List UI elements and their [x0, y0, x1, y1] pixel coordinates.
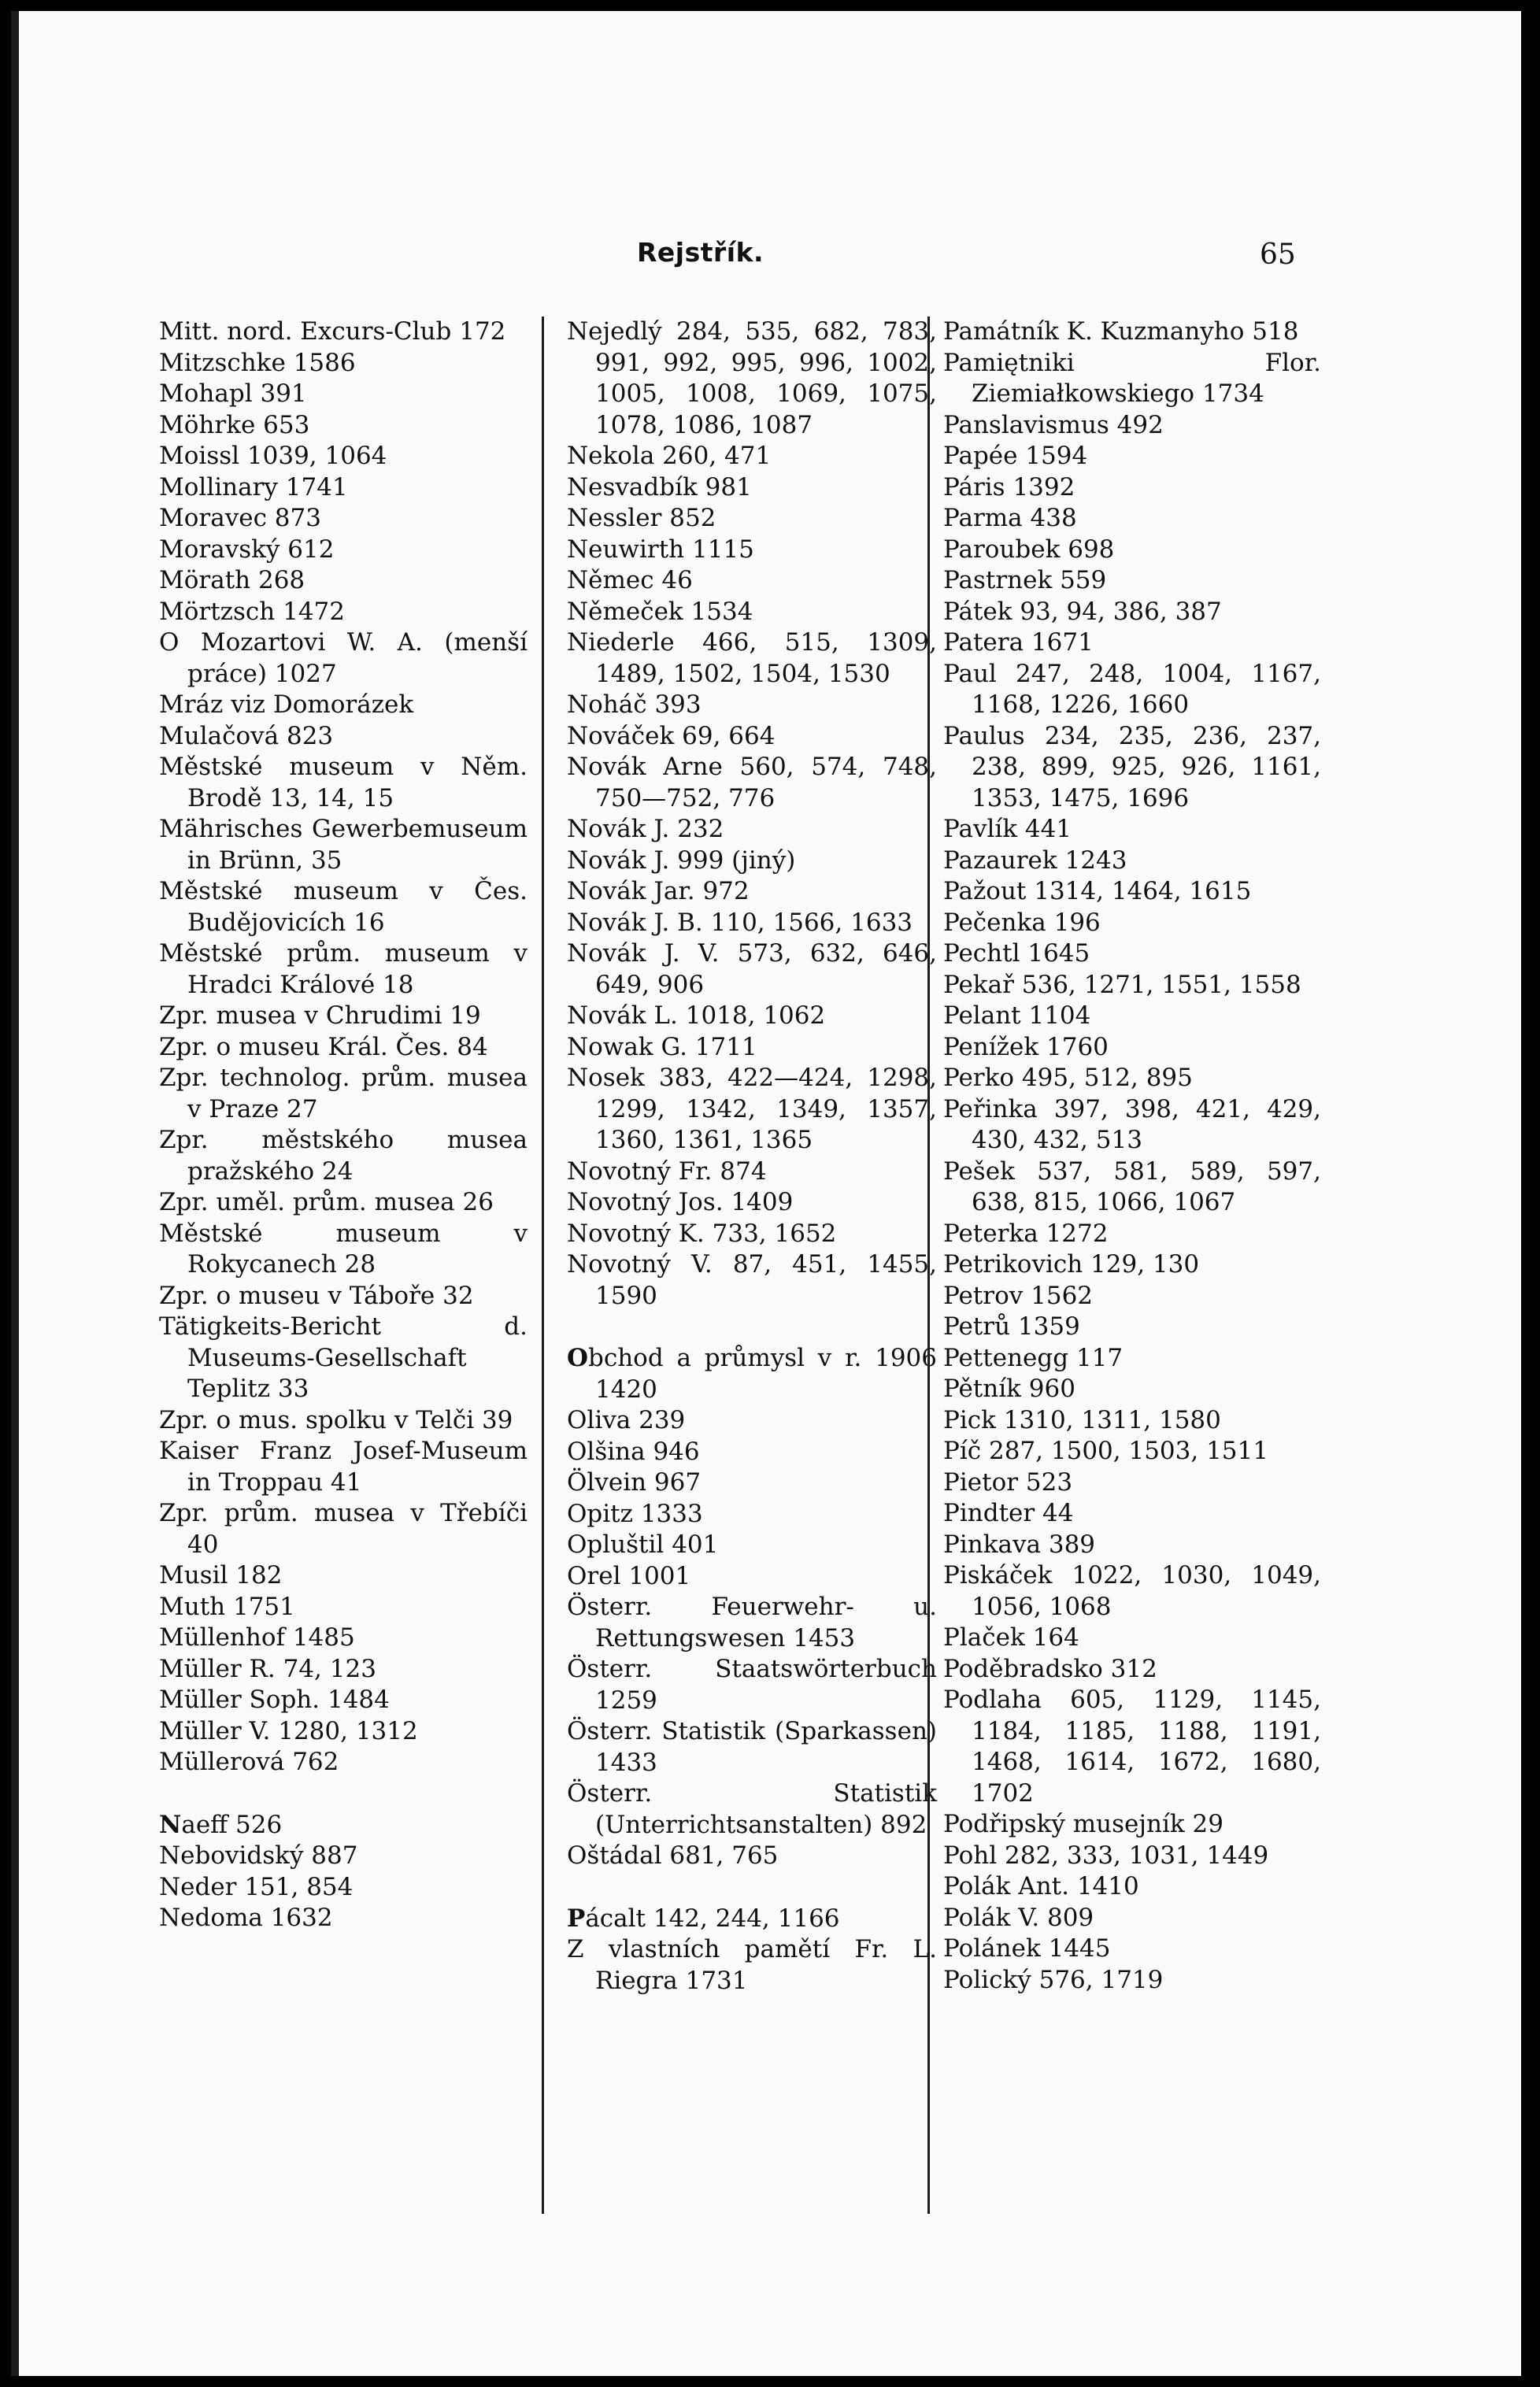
index-entry: Österr. Statistik (Unterrichtsanstalten) 892 — [567, 1779, 937, 1839]
index-entry: Peterka 1272 — [943, 1219, 1109, 1248]
index-entry: Pettenegg 117 — [943, 1343, 1124, 1372]
index-entry: Nedoma 1632 — [159, 1904, 333, 1932]
index-entry: Nowak G. 1711 — [567, 1032, 757, 1061]
index-entry: Nebovidský 887 — [159, 1841, 358, 1870]
index-entry: Muth 1751 — [159, 1592, 295, 1621]
index-entry: Müllerová 762 — [159, 1748, 339, 1776]
index-entry: Nejedlý 284, 535, 682, 783, 991, 992, 995, 996, 1002, 1005, 1008, 1069, 1075, 1078, 1086, 1087 — [567, 317, 937, 439]
index-entry: Nováček 69, 664 — [567, 721, 776, 750]
index-entry: Mráz viz Domorázek — [159, 690, 414, 719]
index-entry: Möhrke 653 — [159, 410, 310, 439]
index-entry: Neder 151, 854 — [159, 1872, 354, 1901]
index-entry: Zpr. o museu Král. Čes. 84 — [159, 1032, 488, 1061]
index-entry: Novák J. 232 — [567, 815, 724, 843]
index-entry: Patera 1671 — [943, 628, 1094, 657]
index-entry: Ölvein 967 — [567, 1468, 702, 1497]
index-entry: Tätigkeits-Bericht d. Museums-Gesellschaft Teplitz 33 — [159, 1312, 528, 1403]
index-entry: Paroubek 698 — [943, 535, 1115, 564]
index-entry: Novák Jar. 972 — [567, 877, 750, 905]
index-entry: Nessler 852 — [567, 504, 716, 532]
index-entry: Musil 182 — [159, 1561, 283, 1589]
index-group-o — [567, 1343, 937, 1872]
index-entry: Österr. Statistik (Sparkassen) 1433 — [567, 1717, 937, 1777]
index-entry: Opitz 1333 — [567, 1499, 703, 1528]
index-entry: Zpr. uměl. prům. musea 26 — [159, 1188, 494, 1216]
index-entry: Pavlík 441 — [943, 815, 1072, 843]
index-entry: Pindter 44 — [943, 1499, 1074, 1527]
index-entry: Opluštil 401 — [567, 1530, 719, 1559]
index-entry: Pietor 523 — [943, 1467, 1073, 1497]
index-entry: Zpr. musea v Chrudimi 19 — [159, 1001, 481, 1030]
index-entry: Moissl 1039, 1064 — [159, 442, 387, 470]
index-group-n — [159, 1810, 528, 1934]
index-entry: Parma 438 — [943, 504, 1077, 532]
index-entry: Pažout 1314, 1464, 1615 — [943, 877, 1252, 905]
index-entry: Pinkava 389 — [943, 1530, 1096, 1559]
index-group-p — [567, 1904, 937, 1997]
section-gap — [159, 1778, 528, 1810]
page-header — [11, 237, 1521, 284]
page-number: 65 — [1260, 239, 1296, 271]
index-entry: Novotný Fr. 874 — [567, 1156, 767, 1186]
index-entry: Zpr. technolog. prům. musea v Praze 27 — [159, 1064, 528, 1123]
index-entry: Petrov 1562 — [943, 1281, 1094, 1310]
section-gap — [567, 1312, 937, 1343]
index-entry: Orel 1001 — [567, 1561, 691, 1590]
index-entry: Zpr. o mus. spolku v Telči 39 — [159, 1405, 513, 1434]
index-entry: Müller R. 74, 123 — [159, 1654, 376, 1683]
index-entry: Papée 1594 — [943, 442, 1088, 470]
index-entry: Mitzschke 1586 — [159, 348, 356, 377]
index-entry: Piskáček 1022, 1030, 1049, 1056, 1068 — [943, 1561, 1321, 1621]
index-entry: Penížek 1760 — [943, 1032, 1109, 1061]
index-entry: Mörath 268 — [159, 566, 305, 594]
index-entry: Müller V. 1280, 1312 — [159, 1716, 418, 1745]
index-entry: Mährisches Gewerbemuseum in Brünn, 35 — [159, 815, 528, 875]
index-entry: Noháč 393 — [567, 690, 702, 719]
index-entry: Novotný Jos. 1409 — [567, 1188, 794, 1216]
index-entry: Müller Soph. 1484 — [159, 1686, 390, 1714]
index-entry: Městské museum v Čes. Budějovicích 16 — [159, 877, 528, 937]
index-entry: Müllenhof 1485 — [159, 1623, 355, 1652]
index-entry: Mohapl 391 — [159, 379, 307, 408]
index-entry: Oštádal 681, 765 — [567, 1841, 779, 1870]
index-entry: O Mozartovi W. A. (menší práce) 1027 — [159, 628, 528, 688]
index-group-p — [943, 316, 1321, 1996]
index-entry: Oliva 239 — [567, 1406, 686, 1434]
index-entry: Němec 46 — [567, 566, 693, 594]
index-entry: Panslavismus 492 — [943, 410, 1164, 439]
index-entry: Nekola 260, 471 — [567, 442, 772, 470]
section-initial: P — [567, 1904, 586, 1933]
index-column-2 — [567, 316, 937, 1997]
index-entry: Österr. Staatswörterbuch 1259 — [567, 1655, 937, 1715]
index-entry: Paul 247, 248, 1004, 1167, 1168, 1226, 1660 — [943, 659, 1321, 719]
index-entry: Naeff 526 — [159, 1810, 283, 1839]
index-entry: Pick 1310, 1311, 1580 — [943, 1405, 1221, 1434]
index-entry: Pácalt 142, 244, 1166 — [567, 1904, 840, 1933]
index-entry: Pastrnek 559 — [943, 566, 1107, 594]
index-entry: Polák Ant. 1410 — [943, 1872, 1139, 1900]
index-entry: Pohl 282, 333, 1031, 1449 — [943, 1841, 1269, 1870]
index-entry: Nosek 383, 422—424, 1298, 1299, 1342, 1349, 1357, 1360, 1361, 1365 — [567, 1064, 937, 1154]
index-entry: Petrů 1359 — [943, 1312, 1080, 1341]
section-initial: N — [159, 1810, 182, 1839]
index-entry: Pešek 537, 581, 589, 597, 638, 815, 1066, 1067 — [943, 1156, 1321, 1216]
index-entry: Olšina 946 — [567, 1437, 700, 1466]
index-entry: Novotný V. 87, 451, 1455, 1590 — [567, 1250, 937, 1310]
index-entry: Novák J. B. 110, 1566, 1633 — [567, 908, 913, 937]
index-entry: Píč 287, 1500, 1503, 1511 — [943, 1437, 1268, 1465]
index-entry: Nesvadbík 981 — [567, 472, 752, 501]
binding-edge — [11, 11, 19, 2376]
index-entry: Podlaha 605, 1129, 1145, 1184, 1185, 1188, 1191, 1468, 1614, 1672, 1680, 1702 — [943, 1686, 1321, 1808]
index-entry: Neuwirth 1115 — [567, 535, 754, 564]
index-group-n — [567, 316, 937, 1312]
index-entry: Perko 495, 512, 895 — [943, 1064, 1193, 1092]
index-entry: Městské museum v Rokycanech 28 — [159, 1219, 528, 1279]
index-entry: Moravský 612 — [159, 535, 335, 564]
index-column-3 — [943, 316, 1321, 1996]
index-column-1 — [159, 316, 528, 1934]
index-entry: Pelant 1104 — [943, 1001, 1091, 1030]
index-entry: Podřipský musejník 29 — [943, 1810, 1223, 1838]
index-entry: Novák J. 999 (jiný) — [567, 846, 796, 875]
index-entry: Novotný K. 733, 1652 — [567, 1219, 837, 1248]
index-entry: Páris 1392 — [943, 472, 1075, 501]
index-entry: Paulus 234, 235, 236, 237, 238, 899, 925, 926, 1161, 1353, 1475, 1696 — [943, 721, 1321, 812]
index-entry: Mörtzsch 1472 — [159, 597, 345, 626]
index-entry: Pekař 536, 1271, 1551, 1558 — [943, 970, 1301, 999]
index-entry: Plaček 164 — [943, 1623, 1079, 1652]
index-entry: Pětník 960 — [943, 1375, 1075, 1403]
index-entry: Pazaurek 1243 — [943, 846, 1127, 875]
index-entry: Mollinary 1741 — [159, 472, 348, 501]
index-entry: Zpr. o museu v Táboře 32 — [159, 1281, 474, 1310]
index-entry: Poděbradsko 312 — [943, 1654, 1157, 1683]
index-entry: Zpr. prům. musea v Třebíči 40 — [159, 1499, 528, 1559]
running-title: Rejstřík. — [637, 237, 764, 268]
section-initial: O — [567, 1344, 589, 1372]
index-entry: Památník K. Kuzmanyho 518 — [943, 317, 1299, 346]
index-entry: Peřinka 397, 398, 421, 429, 430, 432, 513 — [943, 1094, 1321, 1154]
index-entry: Městské museum v Něm. Brodě 13, 14, 15 — [159, 753, 528, 812]
column-rule — [542, 316, 544, 2214]
index-entry: Pamiętniki Flor. Ziemiałkowskiego 1734 — [943, 348, 1321, 408]
index-entry: Pečenka 196 — [943, 908, 1101, 937]
index-entry: Polický 576, 1719 — [943, 1965, 1164, 1994]
index-entry: Zpr. městského musea pražského 24 — [159, 1126, 528, 1186]
index-entry: Österr. Feuerwehr- u. Rettungswesen 1453 — [567, 1593, 937, 1652]
index-entry: Niederle 466, 515, 1309, 1489, 1502, 1504, 1530 — [567, 628, 937, 688]
index-entry: Městské prům. museum v Hradci Králové 18 — [159, 939, 528, 999]
index-entry: Pechtl 1645 — [943, 939, 1090, 968]
index-entry: Novák J. V. 573, 632, 646, 649, 906 — [567, 939, 937, 999]
index-entry: Novák L. 1018, 1062 — [567, 1001, 826, 1030]
index-entry: Moravec 873 — [159, 504, 321, 532]
index-page — [11, 11, 1521, 2376]
index-entry: Němeček 1534 — [567, 597, 753, 626]
index-entry: Mitt. nord. Excurs-Club 172 — [159, 317, 506, 346]
index-entry: Petrikovich 129, 130 — [943, 1250, 1200, 1279]
index-group-m — [159, 316, 528, 1778]
index-entry: Polák V. 809 — [943, 1903, 1094, 1932]
section-gap — [567, 1872, 937, 1904]
index-entry: Polánek 1445 — [943, 1934, 1111, 1963]
index-entry: Novák Arne 560, 574, 748, 750—752, 776 — [567, 753, 937, 812]
index-entry: Obchod a průmysl v r. 1906 1420 — [567, 1344, 937, 1404]
index-entry: Mulačová 823 — [159, 721, 334, 750]
index-entry: Z vlastních pamětí Fr. L. Riegra 1731 — [567, 1935, 937, 1995]
index-entry: Pátek 93, 94, 386, 387 — [943, 597, 1222, 626]
index-entry: Kaiser Franz Josef-Museum in Troppau 41 — [159, 1437, 528, 1497]
